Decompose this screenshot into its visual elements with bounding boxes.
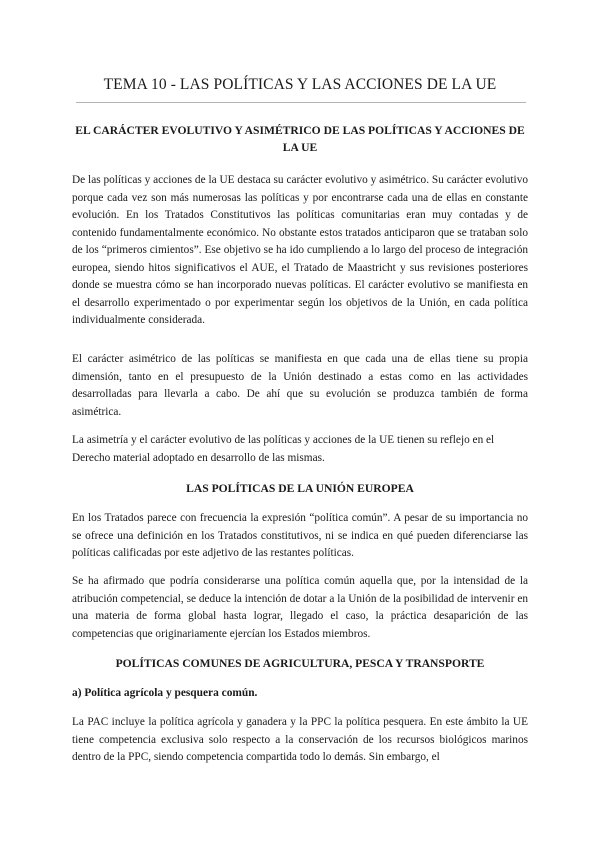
- subheading-politica-agricola: a) Política agrícola y pesquera común.: [72, 687, 258, 699]
- document-title: TEMA 10 - LAS POLÍTICAS Y LAS ACCIONES DE LA UE: [103, 76, 497, 93]
- paragraph-politica-comun: En los Tratados parece con frecuencia la expresión “política común”. A pesar de su importancia no se ofrece una definición en los Tratados constitutivos, ni se indica en qué pueden diferenciarse las políticas calificadas por este adjetivo de las restantes políticas.: [72, 512, 528, 559]
- section-heading-politicas-ue: LAS POLÍTICAS DE LA UNIÓN EUROPEA: [186, 482, 414, 495]
- paragraph-definicion-politica-comun: Se ha afirmado que podría considerarse una política común aquella que, por la intensidad de la atribución competencial, se deduce la intención de dotar a la Unión de la posibilidad de intervenir en una materia de forma global hasta lograr, llegado el caso, la práctica desaparición de las competencias que originariamente ejercían los Estados miembros.: [72, 575, 528, 640]
- section-heading-politicas-comunes: POLÍTICAS COMUNES DE AGRICULTURA, PESCA Y TRANSPORTE: [115, 657, 485, 670]
- title-divider: [76, 102, 526, 103]
- paragraph-caracter-asimetrico: El carácter asimétrico de las políticas se manifiesta en que cada una de ellas tiene su propia dimensión, tanto en el presupuesto de la Unión destinado a estas como en las actividades desarrolladas para llevarla a cabo. De ahí que su evolución se produzca también de forma asimétrica.: [72, 353, 528, 418]
- paragraph-reflejo-derecho: La asimetría y el carácter evolutivo de las políticas y acciones de la UE tienen su reflejo en el Derecho material adoptado en desarrollo de las mismas.: [72, 434, 495, 464]
- section-heading-caracter: EL CARÁCTER EVOLUTIVO Y ASIMÉTRICO DE LAS POLÍTICAS Y ACCIONES DE LA UE: [75, 124, 525, 154]
- paragraph-caracter-evolutivo: De las políticas y acciones de la UE destaca su carácter evolutivo y asimétrico. Su carácter evolutivo porque cada vez son más numerosas las políticas y por encontrarse cada una de ellas en constante evolución. En los Tratados Constitutivos las políticas comunitarias eran muy contadas y de contenido fundamentalmente económico. No obstante estos tratados anticiparon que se trataban solo de los “primeros cimientos”. Ese objetivo se ha ido cumpliendo a lo largo del proceso de integración europea, siendo hitos significativos el AUE, el Tratado de Maastricht y sus revisiones posteriores donde se muestra cómo se han incorporado nuevas políticas. El carácter evolutivo se manifiesta en el desarrollo experimentado o por experimentar según los objetivos de la Unión, en cada política individualmente considerada.: [72, 174, 528, 326]
- paragraph-pac-ppc: La PAC incluye la política agrícola y ganadera y la PPC la política pesquera. En este ámbito la UE tiene competencia exclusiva solo respecto a la conservación de los recursos biológicos marinos dentro de la PPC, siendo competencia compartida todo lo demás. Sin embargo, el: [72, 716, 528, 763]
